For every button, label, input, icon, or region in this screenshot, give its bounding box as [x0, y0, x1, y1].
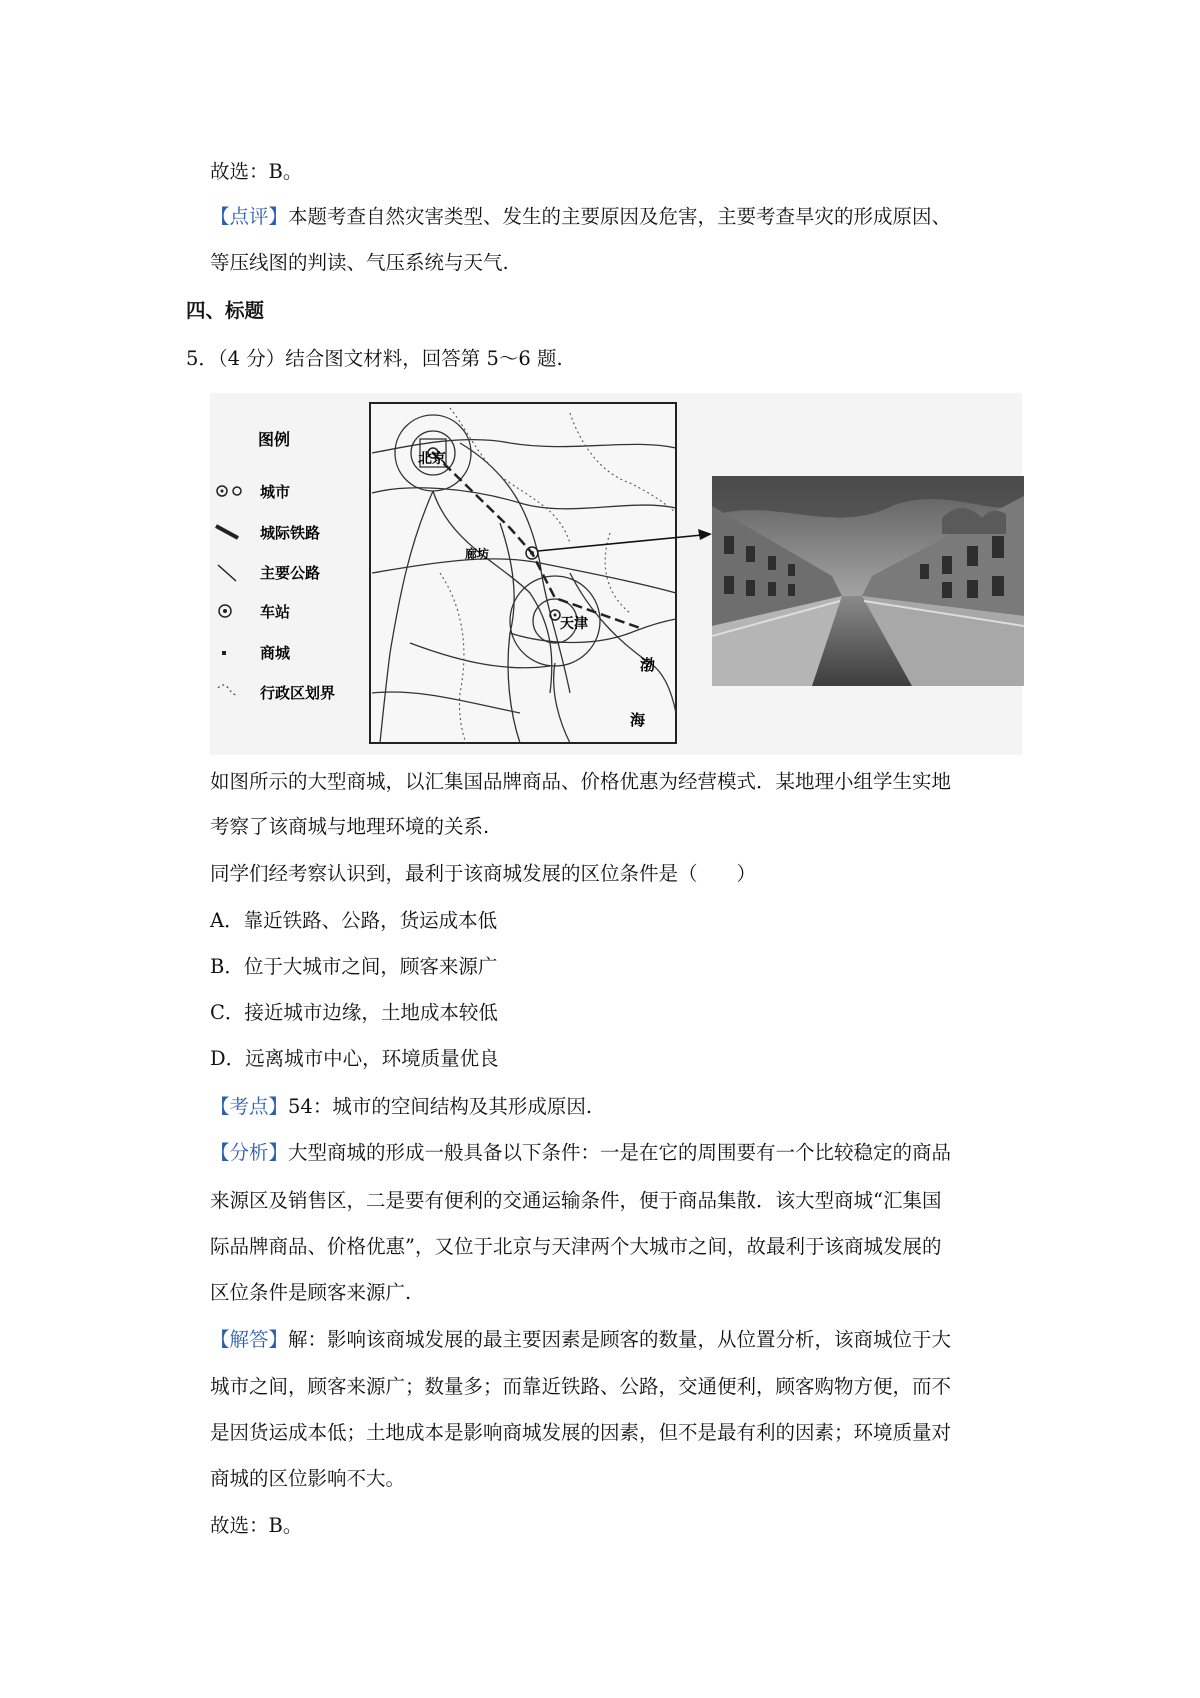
option-c: C．接近城市边缘，土地成本较低	[210, 1001, 498, 1024]
fenxi-tag: 【分析】	[210, 1141, 289, 1164]
review-tag: 【点评】	[210, 205, 289, 228]
legend-city-icon	[217, 486, 241, 496]
map-frame	[370, 403, 676, 743]
legend-road-icon	[218, 565, 236, 581]
jieda-line-3: 是因货运成本低；土地成本是影响商城发展的因素，但不是最有利的因素；环境质量对	[210, 1421, 952, 1444]
label-langfang: 廊坊	[465, 547, 490, 561]
legend-boundary-label: 行政区划界	[260, 684, 336, 702]
answer-line-2: 故选：B。	[210, 1514, 303, 1537]
option-b: B．位于大城市之间，顾客来源广	[210, 955, 498, 978]
fenxi-line-3: 际品牌商品、价格优惠”，又位于北京与天津两个大城市之间，故最利于该商城发展的	[210, 1235, 942, 1258]
label-beijing: 北京	[418, 451, 446, 467]
fenxi-line-1: 【分析】大型商城的形成一般具备以下条件：一是在它的周围要有一个比较稳定的商品	[210, 1141, 952, 1164]
option-a: A．靠近铁路、公路，货运成本低	[210, 909, 498, 932]
jieda-tag: 【解答】	[210, 1328, 289, 1351]
jieda-line-1: 【解答】解：影响该商城发展的最主要因素是顾客的数量，从位置分析，该商城位于大	[210, 1328, 952, 1351]
question-prompt: 同学们经考察认识到，最利于该商城发展的区位条件是（ ）	[210, 862, 757, 885]
answer-line-1: 故选：B。	[210, 160, 303, 183]
kaodian-line: 【考点】54：城市的空间结构及其形成原因.	[210, 1095, 593, 1118]
legend-railway-label: 城际铁路	[260, 524, 321, 542]
map-figure	[210, 393, 1022, 755]
legend-city-label: 城市	[260, 483, 291, 501]
legend-boundary-icon	[218, 685, 238, 696]
option-d: D．远离城市中心，环境质量优良	[210, 1047, 499, 1070]
label-tianjin: 天津	[560, 616, 588, 632]
legend-title: 图例	[258, 430, 291, 449]
jieda-line-2: 城市之间，顾客来源广；数量多；而靠近铁路、公路，交通便利，顾客购物方便，而不	[210, 1375, 952, 1398]
legend-mall-label: 商城	[260, 644, 291, 662]
legend-road-label: 主要公路	[260, 564, 321, 582]
label-hai: 海	[630, 711, 646, 729]
review-line-2: 等压线图的判读、气压系统与天气.	[210, 251, 509, 274]
label-bo: 渤	[640, 656, 656, 674]
intro-line-2: 考察了该商城与地理环境的关系.	[210, 815, 490, 838]
section-heading: 四、标题	[186, 299, 265, 322]
fenxi-line-4: 区位条件是顾客来源广.	[210, 1281, 412, 1304]
question-stem: 5．（4 分）结合图文材料，回答第 5～6 题.	[186, 347, 563, 370]
arrow-head	[698, 529, 712, 540]
kaodian-tag: 【考点】	[210, 1095, 289, 1118]
jieda-line-4: 商城的区位影响不大。	[210, 1467, 406, 1490]
mall-photo	[712, 476, 1024, 686]
legend-mall-icon	[222, 651, 226, 655]
fenxi-line-2: 来源区及销售区，二是要有便利的交通运输条件，便于商品集散．该大型商城“汇集国	[210, 1189, 942, 1212]
intro-line-1: 如图所示的大型商城，以汇集国品牌商品、价格优惠为经营模式．某地理小组学生实地	[210, 770, 952, 793]
legend-station-label: 车站	[260, 603, 291, 621]
legend-station-icon	[219, 605, 231, 617]
legend-railway-icon	[216, 526, 238, 538]
review-line-1: 【点评】本题考查自然灾害类型、发生的主要原因及危害，主要考查旱灾的形成原因、	[210, 205, 952, 228]
